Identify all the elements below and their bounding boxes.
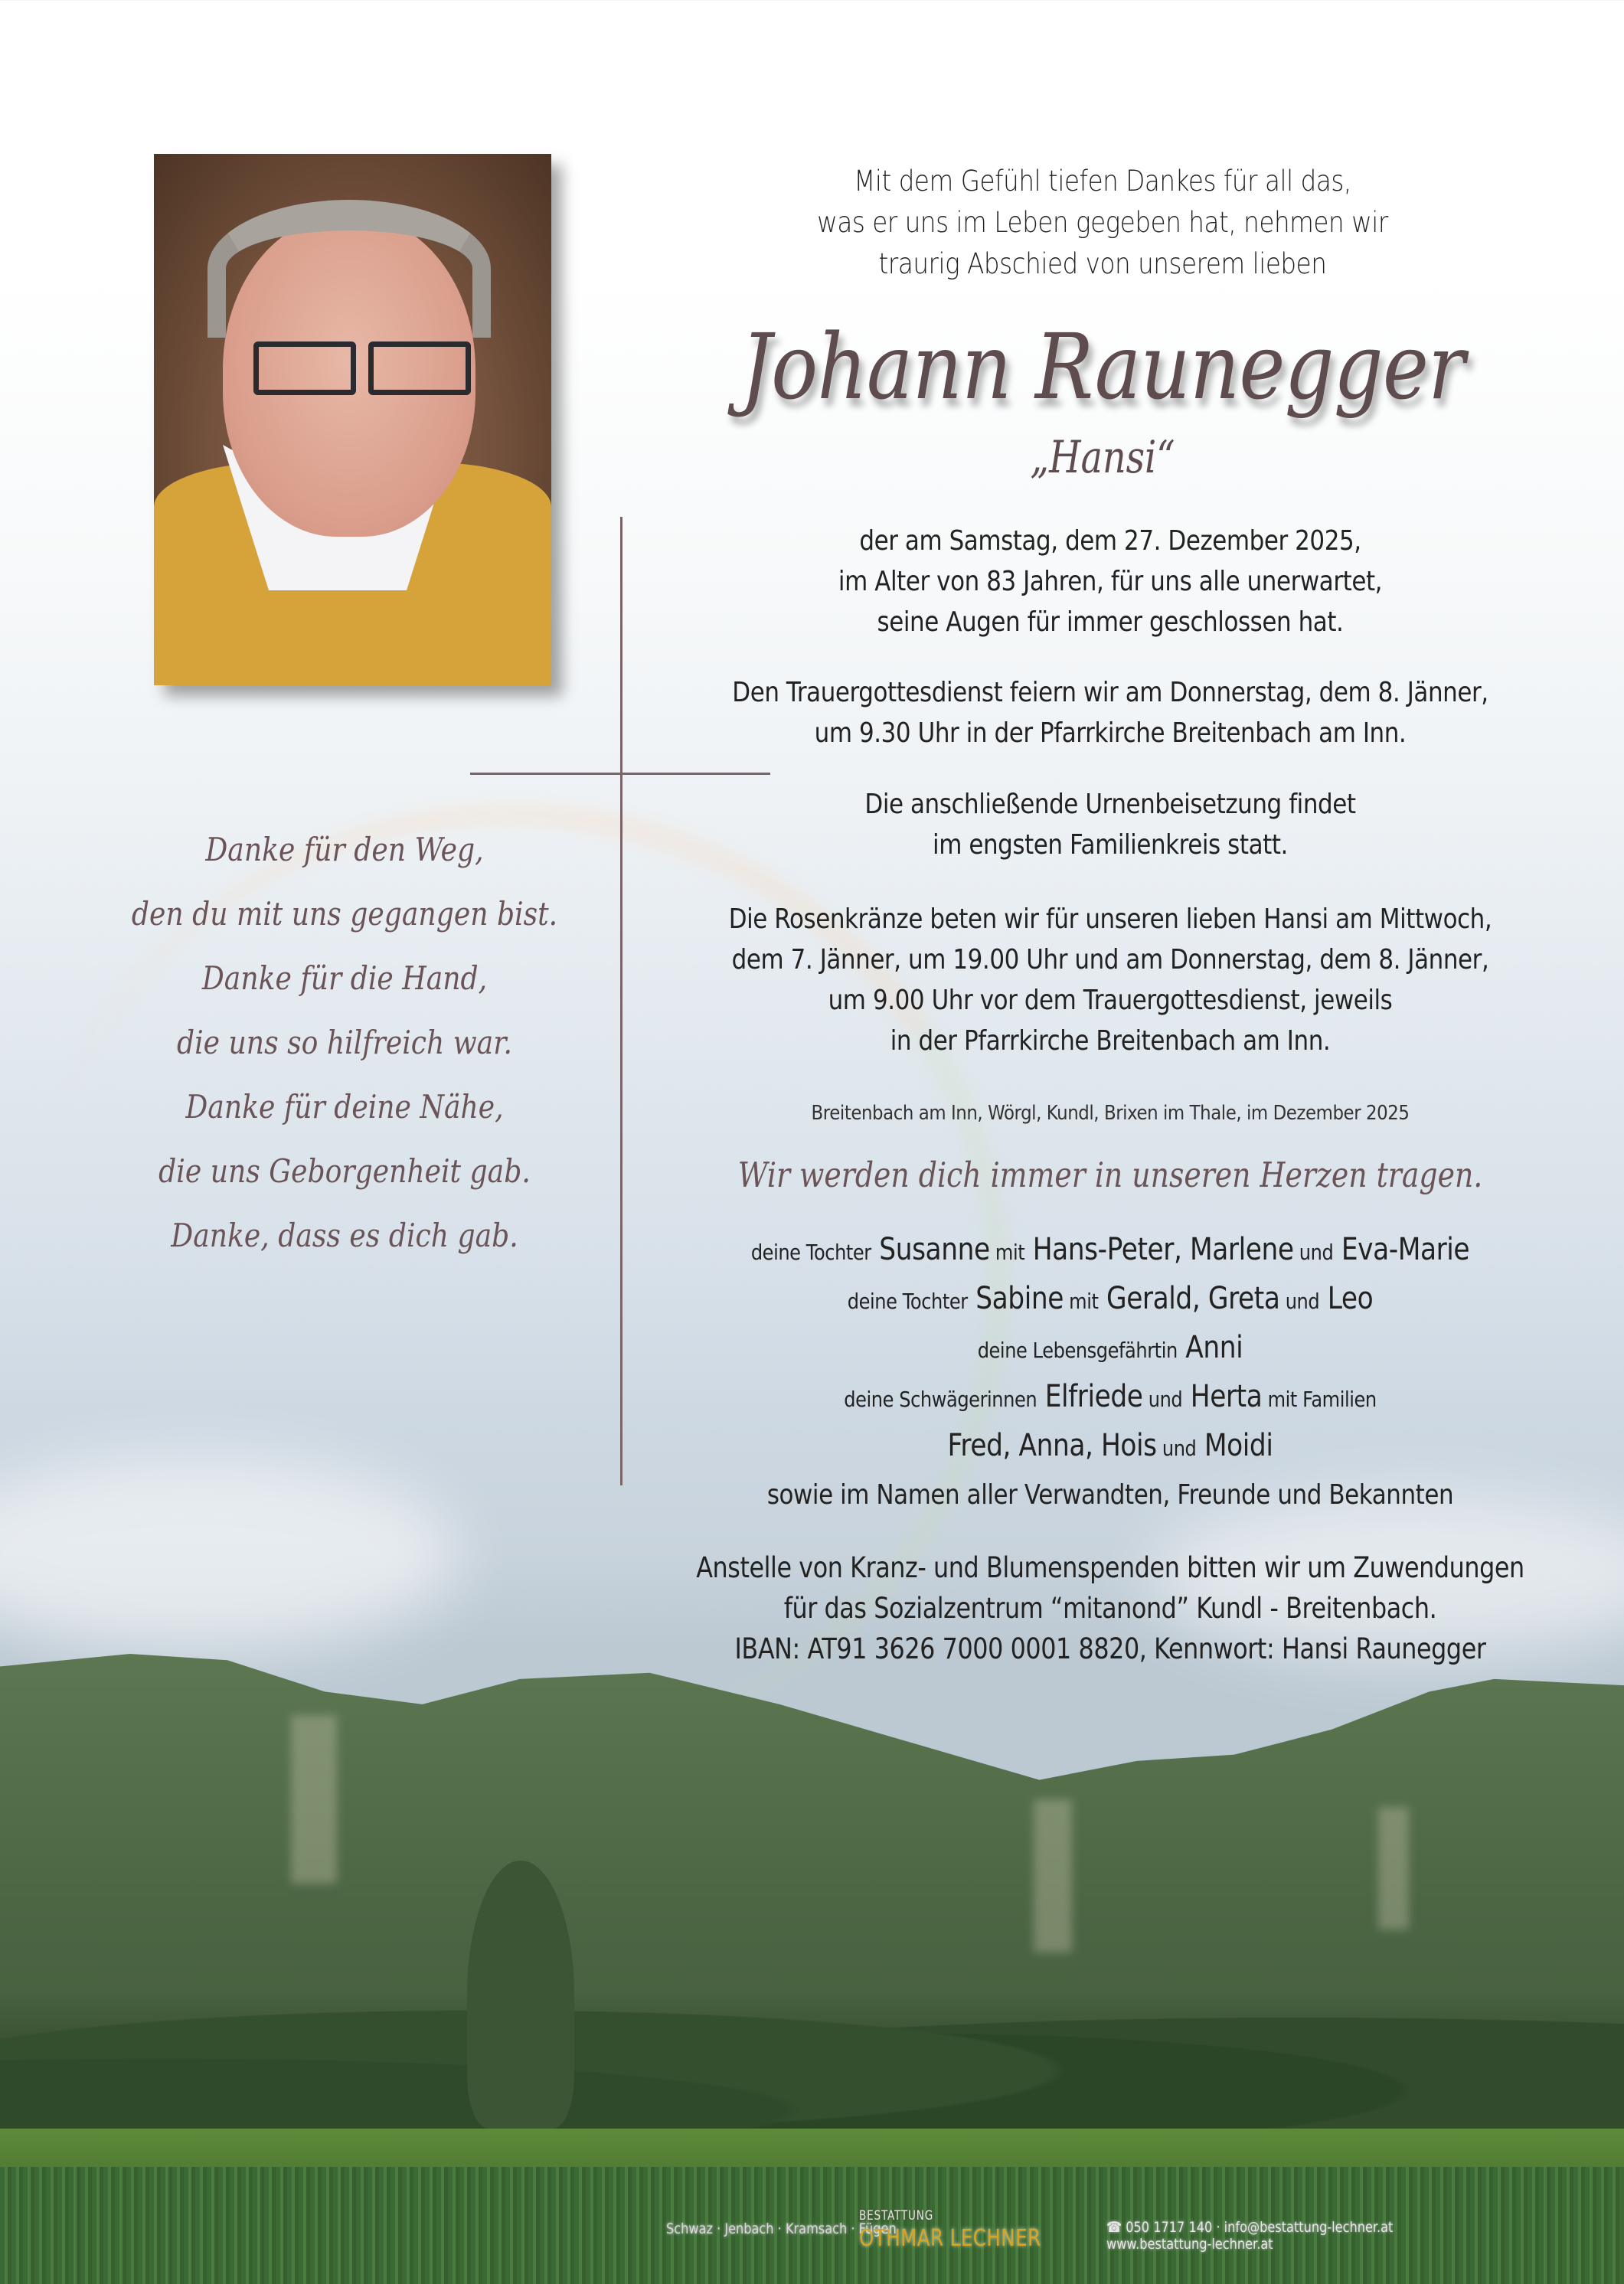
- mourner-name: Sabine: [967, 1281, 1064, 1316]
- footer-brand-logo: OTHMAR LECHNER: [859, 2225, 1041, 2252]
- cliff: [1034, 1799, 1072, 1952]
- mourner-row: [656, 1227, 1565, 1276]
- mourner-name: Elfriede: [1037, 1379, 1143, 1414]
- intro-line: was er uns im Leben gegeben hat, nehmen wir: [817, 206, 1388, 239]
- intro-line: Mit dem Gefühl tiefen Dankes für all das,: [854, 165, 1351, 198]
- mourner-name: Fred, Anna, Hois: [947, 1428, 1157, 1463]
- poem-line: Danke für die Hand,: [201, 959, 488, 997]
- portrait-glasses: [230, 341, 475, 390]
- deceased-name: Johann Raunegger: [740, 314, 1465, 420]
- rosary-line: in der Pfarrkirche Breitenbach am Inn.: [890, 1025, 1331, 1057]
- poem-line: den du mit uns gegangen bist.: [131, 895, 558, 933]
- relation-label: und: [1156, 1436, 1197, 1461]
- poem-line: Danke für deine Nähe,: [185, 1088, 504, 1126]
- poem-line: die uns so hilfreich war.: [177, 1024, 512, 1061]
- portrait-photo: [154, 154, 551, 685]
- mourner-row: [656, 1325, 1565, 1374]
- mourner-row: [656, 1374, 1565, 1423]
- relation-label: mit: [1063, 1289, 1099, 1314]
- mourner-name: Susanne: [871, 1232, 990, 1267]
- mourner-name: Hans-Peter, Marlene: [1024, 1232, 1294, 1267]
- mourner-name: Leo: [1319, 1281, 1374, 1316]
- relation-label: und: [1142, 1387, 1183, 1412]
- place-and-date: Breitenbach am Inn, Wörgl, Kundl, Brixen im Thale, im Dezember 2025: [811, 1102, 1410, 1125]
- death-announcement: [708, 521, 1511, 642]
- mourner-name: Anni: [1177, 1330, 1243, 1365]
- relation-label: und: [1279, 1289, 1320, 1314]
- iban-line: IBAN: AT91 3626 7000 0001 8820, Kennwort: Hansi Raunegger: [734, 1632, 1486, 1665]
- relation-label: deine Lebensgefährtin: [977, 1338, 1178, 1363]
- donation-line: Anstelle von Kranz- und Blumenspenden bitten wir um Zuwendungen: [696, 1551, 1524, 1584]
- mourner-row: [656, 1276, 1565, 1325]
- relation-label: deine Tochter: [847, 1289, 968, 1314]
- service-line: um 9.30 Uhr in der Pfarrkirche Breitenbach am Inn.: [814, 717, 1407, 749]
- intro-text: [725, 161, 1480, 285]
- poem: [127, 818, 562, 1268]
- mourners-list: [656, 1227, 1565, 1472]
- landscape-photo: [0, 1654, 1624, 2284]
- rosary-line: dem 7. Jänner, um 19.00 Uhr und am Donnerstag, dem 8. Jänner,: [731, 944, 1489, 975]
- intro-line: traurig Abschied von unserem lieben: [878, 247, 1327, 280]
- announcement-line: im Alter von 83 Jahren, für uns alle unerwartet,: [838, 566, 1383, 597]
- portrait-hair: [207, 200, 491, 338]
- rosary-info: [656, 899, 1565, 1061]
- rosary-line: um 9.00 Uhr vor dem Trauergottesdienst, jeweils: [828, 985, 1393, 1016]
- cross-vertical-line: [620, 517, 622, 1485]
- mourner-name: Herta: [1182, 1379, 1263, 1414]
- funeral-home-footer: [658, 2205, 1562, 2251]
- mourner-row: [656, 1423, 1565, 1472]
- cross-horizontal-line: [470, 773, 770, 775]
- footer-website[interactable]: www.bestattung-lechner.at: [1106, 2236, 1273, 2253]
- phone-icon: ☎: [1106, 2219, 1126, 2236]
- relation-label: deine Schwägerinnen: [844, 1387, 1037, 1412]
- service-line: Den Trauergottesdienst feiern wir am Donnerstag, dem 8. Jänner,: [732, 677, 1488, 708]
- motto: Wir werden dich immer in unseren Herzen tragen.: [737, 1155, 1483, 1195]
- deceased-nickname: „Hansi“: [1030, 431, 1175, 483]
- announcement-line: der am Samstag, dem 27. Dezember 2025,: [859, 525, 1361, 557]
- relation-label: mit Familien: [1262, 1387, 1377, 1412]
- regards-line: sowie im Namen aller Verwandten, Freunde und Bekannten: [766, 1479, 1454, 1511]
- burial-line: im engsten Familienkreis statt.: [933, 829, 1288, 861]
- tall-tree: [467, 1861, 574, 2129]
- cliff: [1378, 1807, 1409, 1929]
- funeral-service-info: [682, 672, 1538, 753]
- footer-brand-label: BESTATTUNG: [859, 2208, 934, 2224]
- mourner-name: Eva-Marie: [1333, 1232, 1470, 1267]
- burial-info: [708, 784, 1511, 865]
- announcement-line: seine Augen für immer geschlossen hat.: [877, 606, 1344, 638]
- poem-line: Danke für den Weg,: [205, 831, 484, 868]
- mourner-name: Moidi: [1196, 1428, 1273, 1463]
- poem-line: die uns Geborgenheit gab.: [158, 1152, 531, 1190]
- relation-label: mit: [989, 1240, 1025, 1265]
- burial-line: Die anschließende Urnenbeisetzung findet: [864, 789, 1356, 820]
- donation-info: [656, 1547, 1565, 1669]
- relation-label: deine Tochter: [750, 1240, 871, 1265]
- relation-label: und: [1293, 1240, 1334, 1265]
- poem-line: Danke, dass es dich gab.: [171, 1217, 518, 1254]
- footer-towns: Schwaz · Jenbach · Kramsach · Fügen: [666, 2220, 897, 2237]
- rosary-line: Die Rosenkränze beten wir für unseren lieben Hansi am Mittwoch,: [728, 903, 1492, 935]
- cliff: [291, 1715, 337, 1884]
- footer-contact: [1106, 2219, 1393, 2253]
- footer-phone-email[interactable]: 050 1717 140 · info@bestattung-lechner.at: [1126, 2219, 1394, 2236]
- donation-line: für das Sozialzentrum “mitanond” Kundl - Breitenbach.: [783, 1592, 1437, 1625]
- mourner-name: Gerald, Greta: [1098, 1281, 1280, 1316]
